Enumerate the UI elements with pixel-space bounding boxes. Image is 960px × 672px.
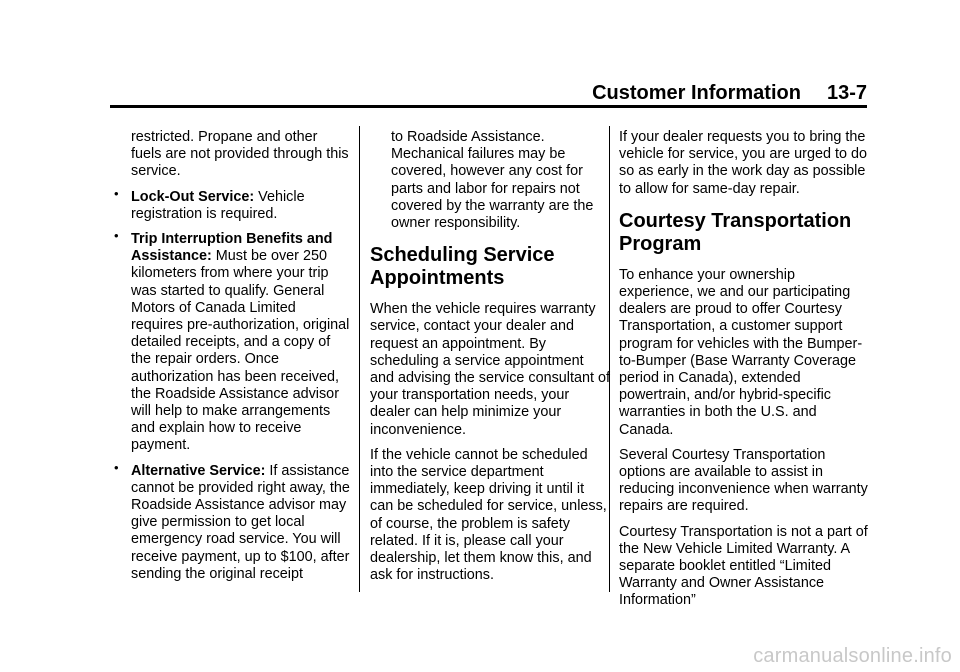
column-divider xyxy=(359,126,360,592)
paragraph: When the vehicle requires warranty service, contact your dealer and request an appointment. By scheduling a service appointment and advising the service consultant of your transportation needs, your dealer can help minimize your inconvenience. xyxy=(370,301,610,438)
page-number: 13-7 xyxy=(826,82,867,104)
bullet-icon: • xyxy=(114,228,119,244)
list-item xyxy=(110,185,350,223)
list-item-title: Alternative Service: xyxy=(131,462,266,479)
continued-text: to Roadside Assistance. Mechanical failures may be covered, however any cost for parts and labor for repairs not covered by the warranty are the owner responsibility. xyxy=(391,129,594,232)
section-heading: Courtesy Transportation Program xyxy=(619,209,852,255)
list-item xyxy=(110,459,350,583)
section-heading: Scheduling Service Appointments xyxy=(370,244,555,290)
bullet-icon: • xyxy=(114,185,119,201)
list-item-text: If assistance cannot be provided right away, the Roadside Assistance advisor may give permission to get local emergency road service. You will receive payment, up to $100, after sending the original receipt xyxy=(131,462,350,582)
section-title: Customer Information xyxy=(592,82,801,104)
paragraph: To enhance your ownership experience, we and our participating dealers are proud to offer Courtesy Transportation, a customer support program for vehicles with the Bumper-to-Bumper (Base Warranty Coverage period in Canada), extended powertrain, and/or hybrid-specific warranties in both the U.S. and Canada. xyxy=(619,266,863,438)
list-item xyxy=(110,228,350,455)
continued-text: restricted. Propane and other fuels are not provided through this service. xyxy=(131,129,349,180)
page-header xyxy=(110,82,867,104)
column-2 xyxy=(370,129,610,592)
list-item-text: Must be over 250 kilometers from where your trip was started to qualify. General Motors of Canada Limited requires pre-authorization, original detailed receipts, and a copy of the repair orders. Once authorization has been received, the Roadside Assistance advisor will help to make arrangements and explain how to receive payment. xyxy=(131,248,350,454)
header-rule xyxy=(110,105,867,108)
bullet-icon: • xyxy=(114,459,119,475)
paragraph: Several Courtesy Transportation options are available to assist in reducing inconvenience when warranty repairs are required. xyxy=(619,446,868,515)
list-item-title: Trip Interruption Benefits and Assistance: xyxy=(131,231,333,265)
list-item-text: Vehicle registration is required. xyxy=(131,188,305,222)
column-1 xyxy=(110,129,350,583)
paragraph: If your dealer requests you to bring the vehicle for service, you are urged to do so as early in the work day as possible to allow for same-day repair. xyxy=(619,129,867,197)
list-item-title: Lock-Out Service: xyxy=(131,188,255,205)
paragraph: Courtesy Transportation is not a part of the New Vehicle Limited Warranty. A separate booklet entitled “Limited Warranty and Owner Assistance Information” xyxy=(619,523,868,609)
paragraph: If the vehicle cannot be scheduled into the service department immediately, keep driving it until it can be scheduled for service, unless, of course, the problem is safety related. If it is, please call your dealership, let them know this, and ask for instructions. xyxy=(370,446,607,584)
column-3 xyxy=(619,129,869,618)
watermark: carmanualsonline.info xyxy=(753,645,952,667)
